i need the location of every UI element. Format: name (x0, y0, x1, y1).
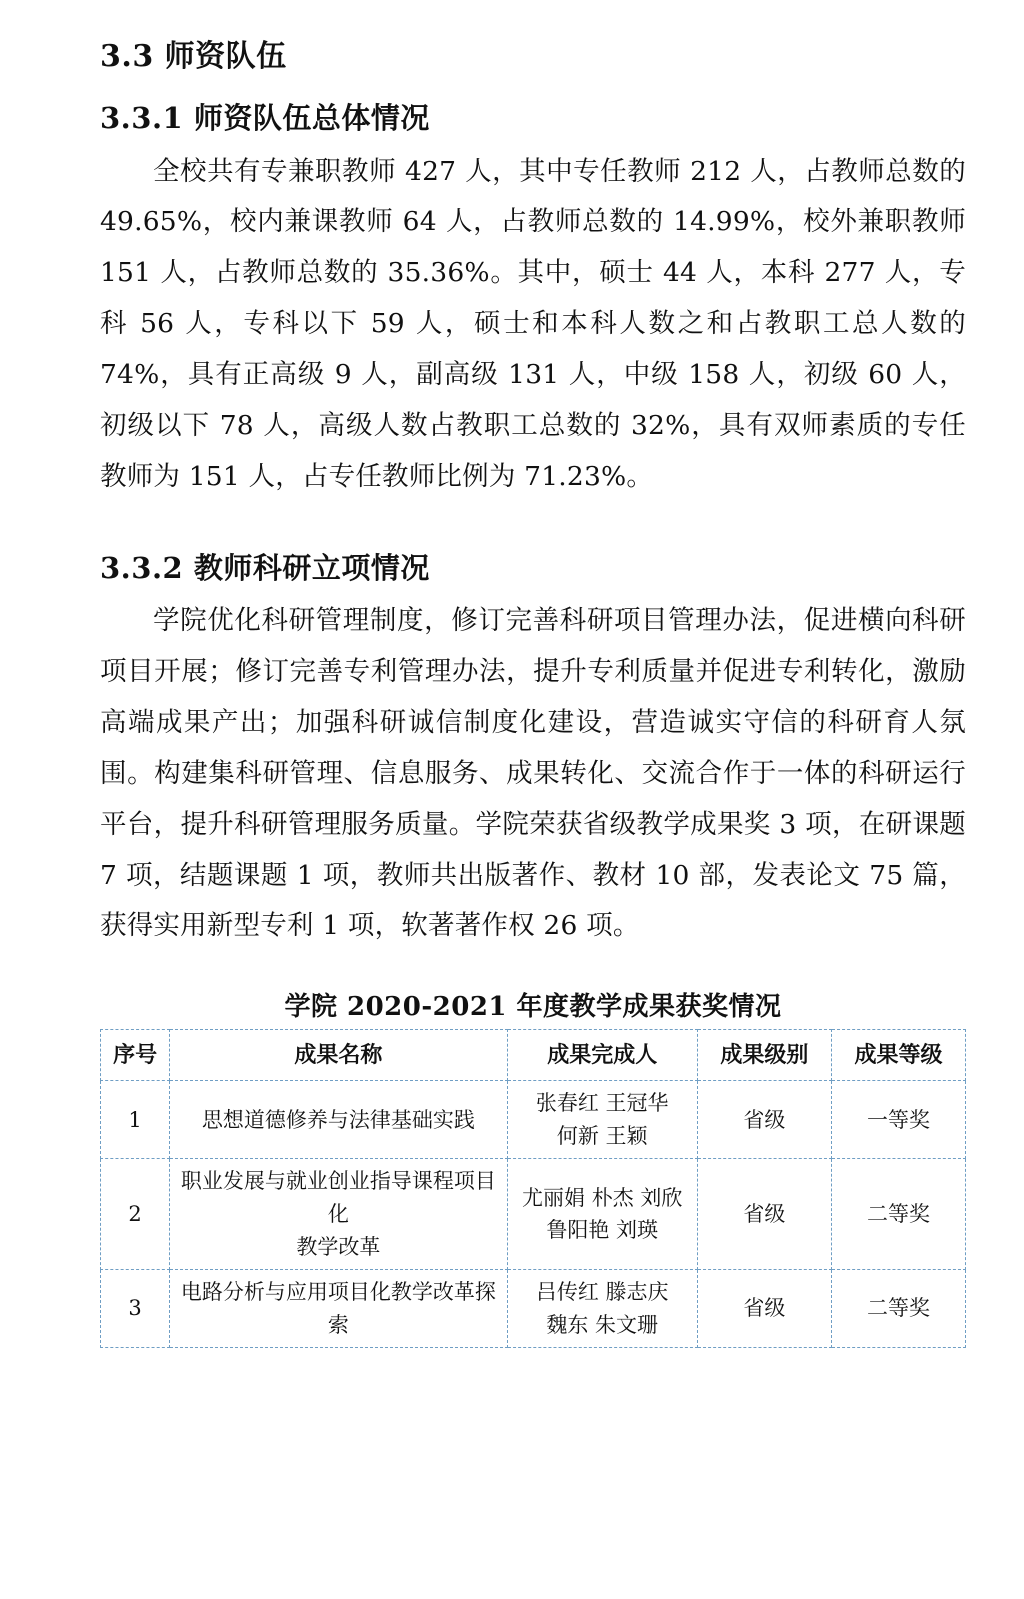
teaching-achievement-table (100, 1029, 966, 1348)
cell-people-line: 何新 王颖 (556, 1123, 648, 1148)
section-heading-3-3: 3.3 师资队伍 (100, 39, 287, 74)
table-header-name: 成果名称 (170, 1030, 507, 1081)
cell-people-line: 尤丽娟 朴杰 刘欣 (522, 1185, 683, 1210)
table-row (101, 1270, 966, 1348)
table-row (101, 1081, 966, 1159)
page-bottom-edge (0, 1589, 1024, 1599)
cell-grade: 二等奖 (831, 1270, 965, 1348)
cell-level: 省级 (697, 1159, 831, 1270)
cell-grade: 一等奖 (831, 1081, 965, 1159)
cell-people-line: 魏东 朱文珊 (546, 1312, 659, 1337)
cell-name-line: 教学改革 (296, 1234, 381, 1259)
cell-grade: 二等奖 (831, 1159, 965, 1270)
cell-level: 省级 (697, 1081, 831, 1159)
section-heading-3-3-2: 3.3.2 教师科研立项情况 (100, 550, 430, 585)
cell-name: 电路分析与应用项目化教学改革探索 (170, 1270, 507, 1348)
table-header-row (101, 1030, 966, 1081)
paragraph-spacer (100, 503, 966, 529)
cell-level: 省级 (697, 1270, 831, 1348)
cell-people-line: 张春红 王冠华 (535, 1091, 669, 1116)
cell-no: 2 (101, 1159, 170, 1270)
cell-people-line: 吕传红 滕志庆 (535, 1280, 669, 1305)
table-header-level: 成果级别 (697, 1030, 831, 1081)
cell-no: 3 (101, 1270, 170, 1348)
table-title: 学院 2020-2021 年度教学成果获奖情况 (284, 992, 782, 1023)
cell-name (170, 1159, 507, 1270)
table-row (101, 1159, 966, 1270)
paragraph-teaching-staff-overview: 全校共有专兼职教师 427 人，其中专任教师 212 人，占教师总数的 49.65%，校内兼课教师 64 人，占教师总数的 14.99%，校外兼职教师 151 人，占教师总数的 35.36%。其中，硕士 44 人，本科 277 人，专科 56 人，专科以下 59 人，硕士和本科人数之和占教职工总人数的 74%，具有正高级 9 人，副高级 131 人，中级 158 人，初级 60 人，初级以下 78 人，高级人数占教职工总数的 32%，具有双师素质的专任教师为 151 人，占专任教师比例为 71.23%。 (100, 155, 966, 492)
cell-people (507, 1270, 697, 1348)
cell-people (507, 1081, 697, 1159)
cell-people-line: 鲁阳艳 刘瑛 (546, 1218, 659, 1243)
table-header-people: 成果完成人 (507, 1030, 697, 1081)
paragraph-research-projects: 学院优化科研管理制度，修订完善科研项目管理办法，促进横向科研项目开展；修订完善专利管理办法，提升专利质量并促进专利转化，激励高端成果产出；加强科研诚信制度化建设，营造诚实守信的科研育人氛围。构建集科研管理、信息服务、成果转化、交流合作于一体的科研运行平台，提升科研管理服务质量。学院荣获省级教学成果奖 3 项，在研课题 7 项，结题课题 1 项，教师共出版著作、教材 10 部，发表论文 75 篇，获得实用新型专利 1 项，软著著作权 26 项。 (100, 605, 966, 942)
cell-name-line: 职业发展与就业创业指导课程项目化 (180, 1169, 496, 1226)
cell-no: 1 (101, 1081, 170, 1159)
table-header-grade: 成果等级 (831, 1030, 965, 1081)
table-header-no: 序号 (101, 1030, 170, 1081)
cell-name: 思想道德修养与法律基础实践 (170, 1081, 507, 1159)
cell-people (507, 1159, 697, 1270)
section-heading-3-3-1: 3.3.1 师资队伍总体情况 (100, 101, 430, 135)
